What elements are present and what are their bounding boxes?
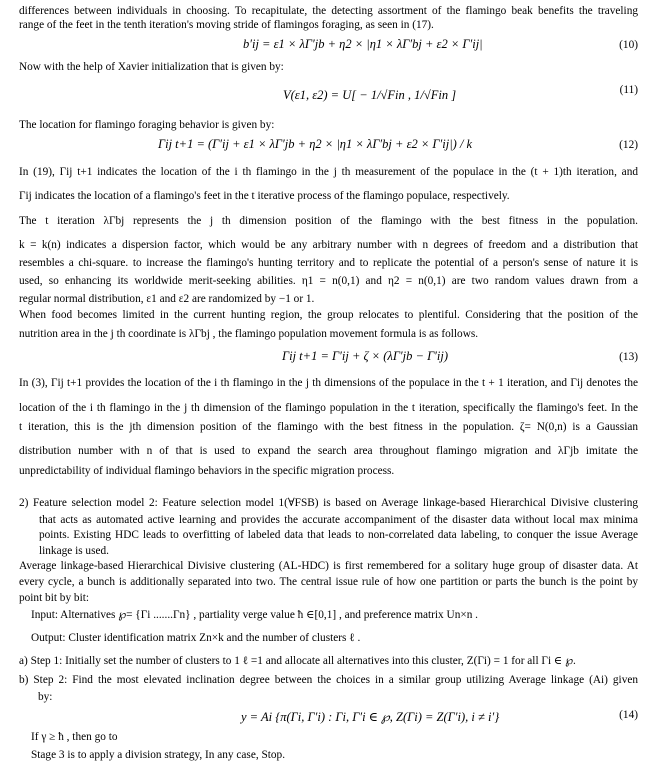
paragraph-line: point bit by bit:: [19, 592, 89, 604]
paragraph-line: distribution number with n of that is used to expand the search area throughout flamingo migration and λΓjb imitate the: [19, 445, 638, 457]
paragraph-line: When food becomes limited in the current hunting region, the group relocates to plentiful. Considering that the position of the: [19, 309, 638, 321]
paragraph-line: by:: [38, 691, 53, 703]
equation-number: (10): [619, 39, 638, 51]
paragraph-line: unpredictability of individual flamingo behaviors in the specific migration process.: [19, 465, 395, 477]
equation-10: b′ij = ε1 × λΓ′jb + η2 × |η1 × λΓ′bj + ε2 × Γ′ij|: [243, 37, 483, 51]
paragraph-line: that acts as automated active learning and provides the accurate accompaniment of the disaster data without local max minima: [39, 514, 638, 526]
paragraph-line: k = k(n) indicates a dispersion factor, which would be any arbitrary number with n degrees of freedom and a distribution that: [19, 239, 638, 251]
paragraph-line: t iteration, this is the jth dimension position of the flamingo with the best fitness in the population. ζ= N(0,n) is a Gaussian: [19, 421, 638, 433]
equation-number: (14): [619, 709, 638, 721]
paragraph-line: Stage 3 is to apply a division strategy, In any case, Stop.: [31, 749, 286, 761]
paragraph-line: The t iteration λΓbj represents the j th dimension position of the flamingo with the best fitness in the population.: [19, 215, 638, 227]
paragraph-line: Average linkage-based Hierarchical Divisive clustering (AL-HDC) is first remembered for a solitary huge group of disaster data. At: [19, 560, 638, 572]
equation-number: (12): [619, 139, 638, 151]
paragraph-line: range of the feet in the tenth iteration's moving stride of flamingos foraging, as seen in (17).: [19, 19, 434, 31]
paragraph-line: used, so enhancing its worldwide merit-seeking abilities. η1 = n(0,1) and η2 = n(0,1) are two random values drawn from a: [19, 275, 638, 287]
paragraph-line: linkage is used.: [39, 545, 109, 557]
list-item: a) Step 1: Initially set the number of clusters to 1 ℓ =1 and allocate all alternatives into this cluster, Z(Γi) = 1 for all Γi ∈ ℘.: [19, 655, 576, 667]
equation-14: y = Ai {π(Γi, Γ′i) : Γi, Γ′i ∈ ℘, Z(Γi) = Z(Γ′i), i ≠ i′}: [241, 710, 500, 724]
paragraph-line: In (3), Γij t+1 provides the location of the i th flamingo in the j th dimensions of the populace in the t + 1 iteration, and Γij denotes the: [19, 377, 638, 389]
paragraph-line: location of the i th flamingo in the j th dimension of the flamingo population in the t iteration, specifically the flamingo's feet. In the: [19, 402, 638, 414]
paragraph-line: every cycle, a bunch is additionally separated into two. The central issue rule of how one partition or parts the bunch is the point by: [19, 576, 638, 588]
equation-number: (11): [619, 84, 638, 96]
paragraph-line: If γ ≥ ħ , then go to: [31, 731, 118, 743]
equation-13: Γij t+1 = Γ′ij + ζ × (λΓ′jb − Γ′ij): [282, 349, 449, 363]
equation-11: V(ε1, ε2) = U[ − 1/√Fin , 1/√Fin ]: [283, 88, 457, 102]
paragraph-line: resembles a chi-square. to increase the flamingo's hunting territory and to replicate the potential of a person's sense of nature it is: [19, 257, 638, 269]
paragraph-line: regular normal distribution, ε1 and ε2 are randomized by −1 or 1.: [19, 293, 315, 305]
paragraph-line: Now with the help of Xavier initialization that is given by:: [19, 61, 284, 73]
equation-12: Γij t+1 = (Γ′ij + ε1 × λΓ′jb + η2 × |η1 × λΓ′bj + ε2 × Γ′ij|) / k: [158, 137, 473, 151]
paragraph-line: Input: Alternatives ℘= {Γi .......Γn} , partiality verge value ħ ∈[0,1] , and preference matrix Un×n .: [31, 609, 479, 621]
list-item-heading: 2) Feature selection model 2: Feature selection model 1(∀FSB) is based on Average linkage-based Hierarchical Divisive clustering: [19, 497, 638, 509]
equation-number: (13): [619, 351, 638, 363]
paragraph-line: The location for flamingo foraging behavior is given by:: [19, 119, 275, 131]
list-item: b) Step 2: Find the most elevated inclination degree between the choices in a similar group utilizing Average linkage (Ai) given: [19, 674, 638, 686]
paragraph-line: differences between individuals in choosing. To recapitulate, the detecting assortment of the flamingo beak benefits the traveling: [19, 5, 638, 17]
paragraph-line: Γij indicates the location of a flamingo's feet in the t iterative process of the flamingo populace, respectively.: [19, 190, 510, 202]
paragraph-line: points. Existing HDC leads to overfitting of labeled data that leads to non-correlated data labeling, to conquer the issue Average: [39, 529, 638, 541]
paragraph-line: In (19), Γij t+1 indicates the location of the i th flamingo in the j th measurement of the populace in the (t + 1)th iteration, and: [19, 166, 638, 178]
paragraph-line: Output: Cluster identification matrix Zn×k and the number of clusters ℓ .: [31, 632, 361, 644]
paragraph-line: nutrition area in the j th coordinate is λΓbj , the flamingo population movement formula is as follows.: [19, 328, 479, 340]
